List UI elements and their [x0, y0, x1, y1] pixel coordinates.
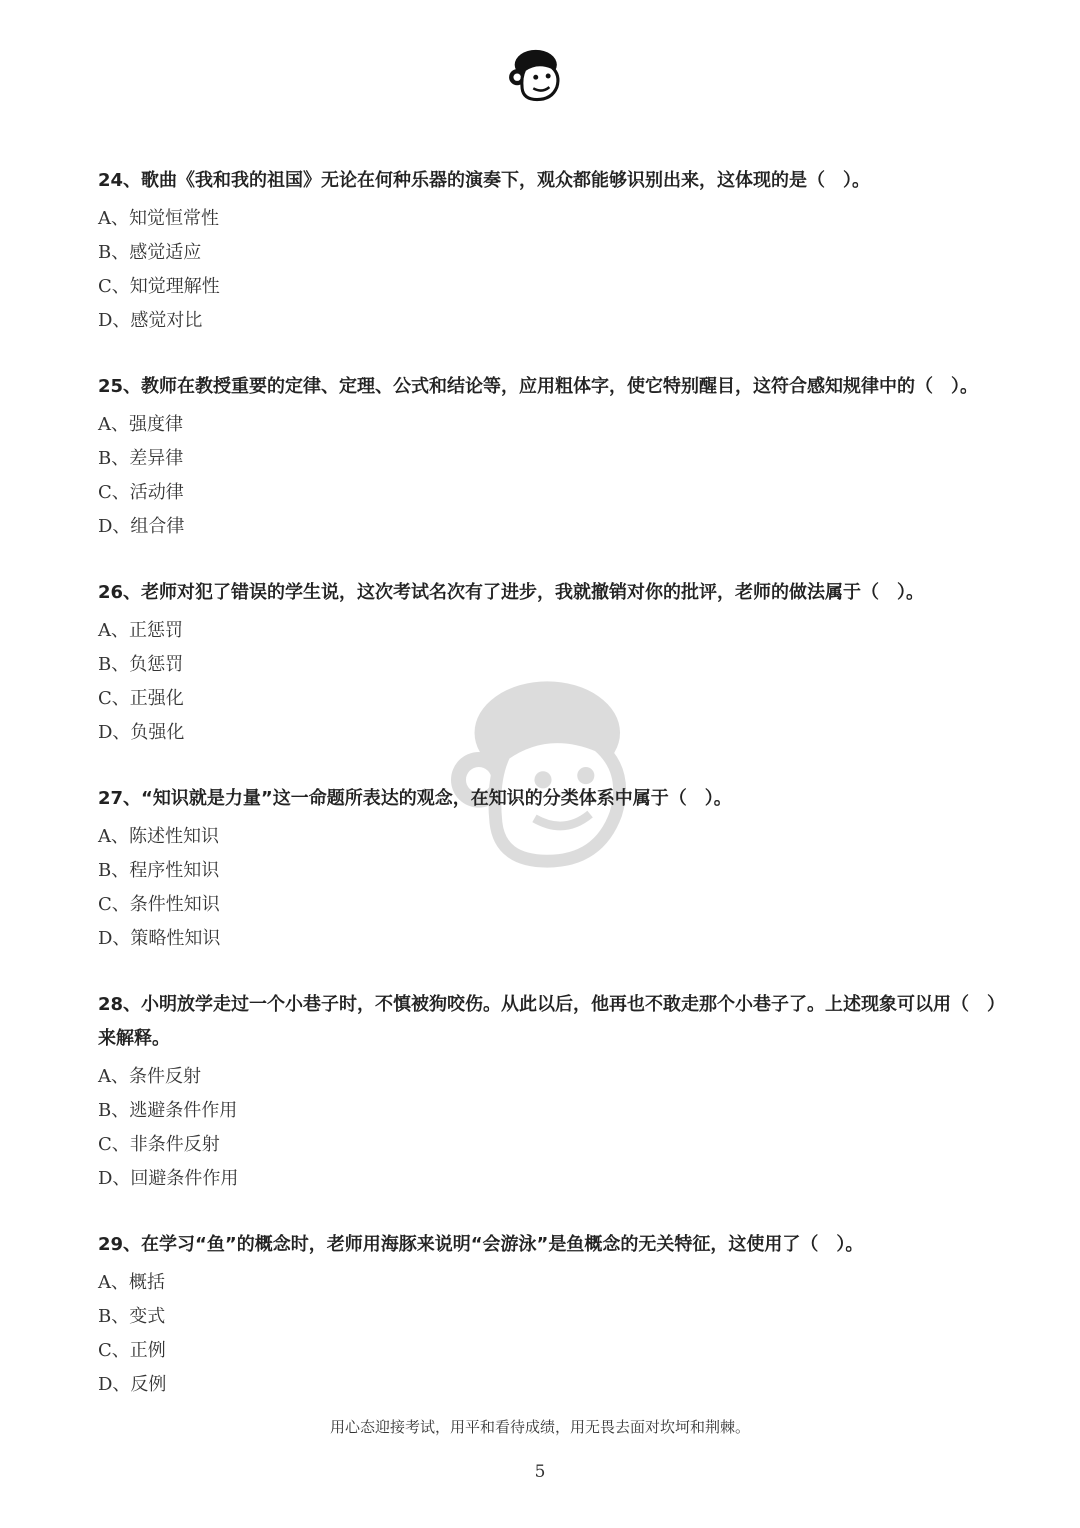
- question-28: [98, 988, 998, 1196]
- option-b: B、感觉适应: [98, 242, 202, 263]
- question-list: [98, 164, 998, 1434]
- option-c: C、非条件反射: [98, 1134, 220, 1155]
- option-d: D、感觉对比: [98, 310, 203, 331]
- option-d: D、回避条件作用: [98, 1168, 239, 1189]
- option-c: C、条件性知识: [98, 894, 220, 915]
- option-a: A、强度律: [98, 414, 183, 435]
- footer-motto: 用心态迎接考试，用平和看待成绩，用无畏去面对坎坷和荆棘。: [329, 1418, 750, 1436]
- option-c: C、正例: [98, 1340, 166, 1361]
- question-27: [98, 782, 998, 956]
- question-stem: 28、小明放学走过一个小巷子时，不慎被狗咬伤。从此以后，他再也不敢走那个小巷子了。上述现象可以用（ ）来解释。: [98, 994, 997, 1049]
- question-24: [98, 164, 998, 338]
- option-d: D、组合律: [98, 516, 185, 537]
- option-d: D、策略性知识: [98, 928, 221, 949]
- option-a: A、知觉恒常性: [98, 208, 219, 229]
- option-c: C、知觉理解性: [98, 276, 220, 297]
- option-a: A、正惩罚: [98, 620, 183, 641]
- question-stem: 24、歌曲《我和我的祖国》无论在何种乐器的演奏下，观众都能够识别出来，这体现的是（ ）。: [98, 170, 871, 191]
- page-number: 5: [534, 1462, 546, 1482]
- monkey-logo-icon: [506, 40, 568, 102]
- option-b: B、程序性知识: [98, 860, 220, 881]
- question-25: [98, 370, 998, 544]
- option-b: B、逃避条件作用: [98, 1100, 238, 1121]
- option-a: A、概括: [98, 1272, 165, 1293]
- question-stem: 27、“知识就是力量”这一命题所表达的观念，在知识的分类体系中属于（ ）。: [98, 788, 732, 809]
- question-stem: 26、老师对犯了错误的学生说，这次考试名次有了进步，我就撤销对你的批评，老师的做法属于（ ）。: [98, 582, 925, 603]
- question-stem: 25、教师在教授重要的定律、定理、公式和结论等，应用粗体字，使它特别醒目，这符合感知规律中的（ ）。: [98, 376, 979, 397]
- option-b: B、差异律: [98, 448, 184, 469]
- option-b: B、变式: [98, 1306, 166, 1327]
- question-26: [98, 576, 998, 750]
- option-a: A、条件反射: [98, 1066, 201, 1087]
- option-d: D、反例: [98, 1374, 167, 1395]
- option-c: C、活动律: [98, 482, 184, 503]
- option-d: D、负强化: [98, 722, 185, 743]
- option-a: A、陈述性知识: [98, 826, 219, 847]
- question-stem: 29、在学习“鱼”的概念时，老师用海豚来说明“会游泳”是鱼概念的无关特征，这使用了（ ）。: [98, 1234, 864, 1255]
- question-29: [98, 1228, 998, 1402]
- option-c: C、正强化: [98, 688, 184, 709]
- option-b: B、负惩罚: [98, 654, 184, 675]
